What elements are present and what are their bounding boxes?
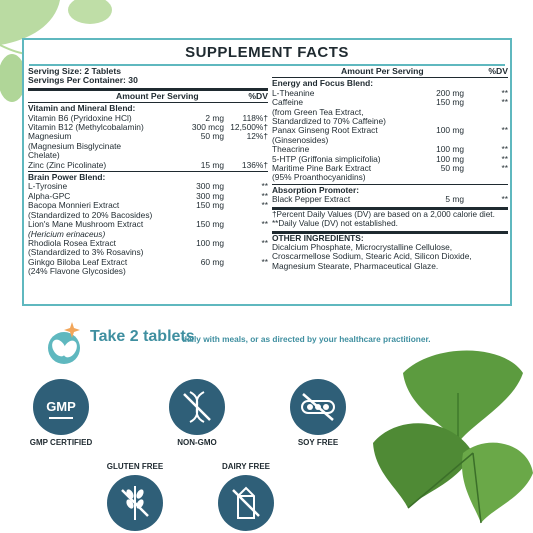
ingredient-name: Theacrine <box>272 144 310 155</box>
directions-strong: Take 2 tablets <box>90 328 195 345</box>
badge-label: DAIRY FREE <box>221 462 270 471</box>
footnote-not-established: **Daily Value (DV) not established. <box>272 219 398 229</box>
badge-label: SOY FREE <box>297 438 339 447</box>
ingredient-name: Zinc (Zinc Picolinate) <box>28 159 107 170</box>
ingredient-amount: 100 mg <box>436 153 464 164</box>
brain-rows <box>28 182 268 276</box>
ingredient-name: (Standardized to 20% Bacosides) <box>28 209 153 220</box>
absorption-rows <box>272 195 508 204</box>
amount-header: Amount Per Serving <box>116 90 199 101</box>
ingredient-amount: 150 mg <box>196 219 224 230</box>
other-ingredients-text: Dicalcium Phosphate, Microcrystalline Cellulose, Croscarmellose Sodium, Stearic Acid, Silicon Dioxide, Magnesium Stearate, Pharmaceutical Glaze. <box>272 241 472 271</box>
ingredient-amount: 150 mg <box>436 97 464 108</box>
supplement-facts-panel <box>22 38 512 306</box>
panel-title: SUPPLEMENT FACTS <box>185 44 349 61</box>
brain-section-title: Brain Power Blend: <box>28 172 106 183</box>
ingredient-amount: 100 mg <box>436 144 464 155</box>
ingredient-dv: ** <box>501 194 508 205</box>
serving-size: Serving Size: 2 Tablets <box>28 66 121 76</box>
badge-label: NON-GMO <box>177 438 217 447</box>
ingredient-amount: 200 mg <box>436 87 464 98</box>
badge-label: GMP CERTIFIED <box>29 438 93 447</box>
milk-carton-icon <box>217 474 275 532</box>
ingredient-name: (from Green Tea Extract, Standardized to 70% Caffeine) <box>272 106 386 127</box>
ingredient-amount: 300 mg <box>196 181 224 192</box>
badge-dairy-free <box>214 462 278 532</box>
ingredient-row <box>28 161 268 170</box>
wheat-icon <box>106 474 164 532</box>
ingredient-amount: 100 mg <box>196 237 224 248</box>
badge-gmp <box>29 378 93 447</box>
ingredient-amount: 100 mg <box>436 125 464 136</box>
ingredient-dv: 118%† <box>242 112 268 123</box>
column-header <box>28 92 268 103</box>
ingredient-name: (Hericium erinaceus) <box>28 228 106 239</box>
ingredient-name: Vitamin B12 (Methylcobalamin) <box>28 122 144 133</box>
ingredient-name: Alpha-GPC <box>28 190 71 201</box>
ingredient-amount: 15 mg <box>200 159 224 170</box>
ingredient-amount <box>394 173 470 182</box>
ingredient-dv: ** <box>501 163 508 174</box>
ingredient-name: (Ginsenosides) <box>272 134 329 145</box>
dv-header: %DV <box>488 66 508 76</box>
right-column <box>272 67 508 271</box>
ingredient-amount: 300 mg <box>196 190 224 201</box>
directions-banner <box>42 320 512 366</box>
column-header <box>272 67 508 78</box>
ingredient-dv: ** <box>261 200 268 211</box>
ingredient-row <box>272 173 508 182</box>
ingredient-amount: 50 mg <box>440 163 464 174</box>
ingredient-amount: 2 mg <box>205 112 224 123</box>
ingredient-amount <box>154 142 230 161</box>
ingredient-dv <box>230 142 268 161</box>
ingredient-amount <box>154 267 230 276</box>
ingredient-amount: 5 mg <box>445 194 464 205</box>
ingredient-row <box>272 108 508 127</box>
vitamin-rows <box>28 114 268 170</box>
dv-header: %DV <box>248 90 268 101</box>
ingredient-name: 5-HTP (Griffonia simplicifolia) <box>272 153 381 164</box>
ingredient-dv <box>470 108 508 127</box>
ingredient-dv: ** <box>501 144 508 155</box>
ingredient-name: Black Pepper Extract <box>272 194 351 205</box>
energy-section-title: Energy and Focus Blend: <box>272 78 373 89</box>
ingredient-name: Maritime Pine Bark Extract <box>272 163 372 174</box>
directions-text: daily with meals, or as directed by your healthcare practitioner. <box>182 334 431 344</box>
soy-free-icon <box>289 378 347 436</box>
badge-soy-free <box>286 378 350 447</box>
badge-gluten-free <box>103 462 167 532</box>
ingredient-amount: 150 mg <box>196 200 224 211</box>
ingredient-name: Rhodiola Rosea Extract <box>28 237 116 248</box>
ingredient-name: Lion's Mane Mushroom Extract <box>28 219 144 230</box>
absorption-section-title: Absorption Promoter: <box>272 184 360 195</box>
ingredient-amount: 300 mcg <box>191 122 224 133</box>
ingredient-row <box>28 267 268 276</box>
ingredient-name: Bacopa Monnieri Extract <box>28 200 120 211</box>
vitamin-section-title: Vitamin and Mineral Blend: <box>28 103 136 114</box>
ingredient-dv: ** <box>501 125 508 136</box>
ingredient-name: L-Theanine <box>272 87 315 98</box>
ingredient-name: L-Tyrosine <box>28 181 68 192</box>
non-gmo-icon <box>168 378 226 436</box>
energy-rows <box>272 89 508 183</box>
ingredient-name: (Magnesium Bisglycinate Chelate) <box>28 140 122 161</box>
ingredient-row <box>272 195 508 204</box>
ingredient-name: Magnesium <box>28 131 72 142</box>
ingredient-dv: ** <box>261 190 268 201</box>
ingredient-dv: 12,500%† <box>230 122 268 133</box>
ingredient-name: Ginkgo Biloba Leaf Extract <box>28 256 128 267</box>
ingredient-amount: 60 mg <box>200 256 224 267</box>
ingredient-name: Panax Ginseng Root Extract <box>272 125 378 136</box>
other-ingredients-title: OTHER INGREDIENTS: <box>272 232 364 243</box>
ingredient-dv: ** <box>261 256 268 267</box>
ingredient-amount: 50 mg <box>200 131 224 142</box>
ingredient-amount <box>394 108 470 127</box>
badge-label: GLUTEN FREE <box>106 462 164 471</box>
gmp-mark-text: GMP <box>46 399 76 414</box>
ingredient-row <box>272 89 508 98</box>
servings-per-container: Servings Per Container: 30 <box>28 75 138 86</box>
amount-header: Amount Per Serving <box>341 66 424 76</box>
footnote-dv: †Percent Daily Values (DV) are based on a 2,000 calorie diet. <box>272 209 495 219</box>
ingredient-name: (Standardized to 3% Rosavins) <box>28 247 144 258</box>
ingredient-dv: ** <box>501 87 508 98</box>
ingredient-name: (24% Flavone Glycosides) <box>28 266 126 277</box>
ingredient-name: (95% Proanthocyanidins) <box>272 172 366 183</box>
ingredient-name: Caffeine <box>272 97 304 108</box>
ingredient-dv: ** <box>501 153 508 164</box>
ingredient-dv: ** <box>261 219 268 230</box>
ingredient-dv: 136%† <box>241 159 268 170</box>
ingredient-dv: ** <box>261 181 268 192</box>
ingredient-dv: 12%† <box>246 131 268 142</box>
ingredient-dv <box>470 173 508 182</box>
gmp-certified-icon <box>32 378 90 436</box>
ingredient-dv: ** <box>501 97 508 108</box>
ingredient-dv <box>230 267 268 276</box>
badge-non-gmo <box>165 378 229 447</box>
tablets-icon <box>42 320 88 366</box>
left-column <box>28 67 268 277</box>
ingredient-row <box>28 142 268 161</box>
ingredient-dv: ** <box>261 237 268 248</box>
ingredient-name: Vitamin B6 (Pyridoxine HCl) <box>28 112 132 123</box>
